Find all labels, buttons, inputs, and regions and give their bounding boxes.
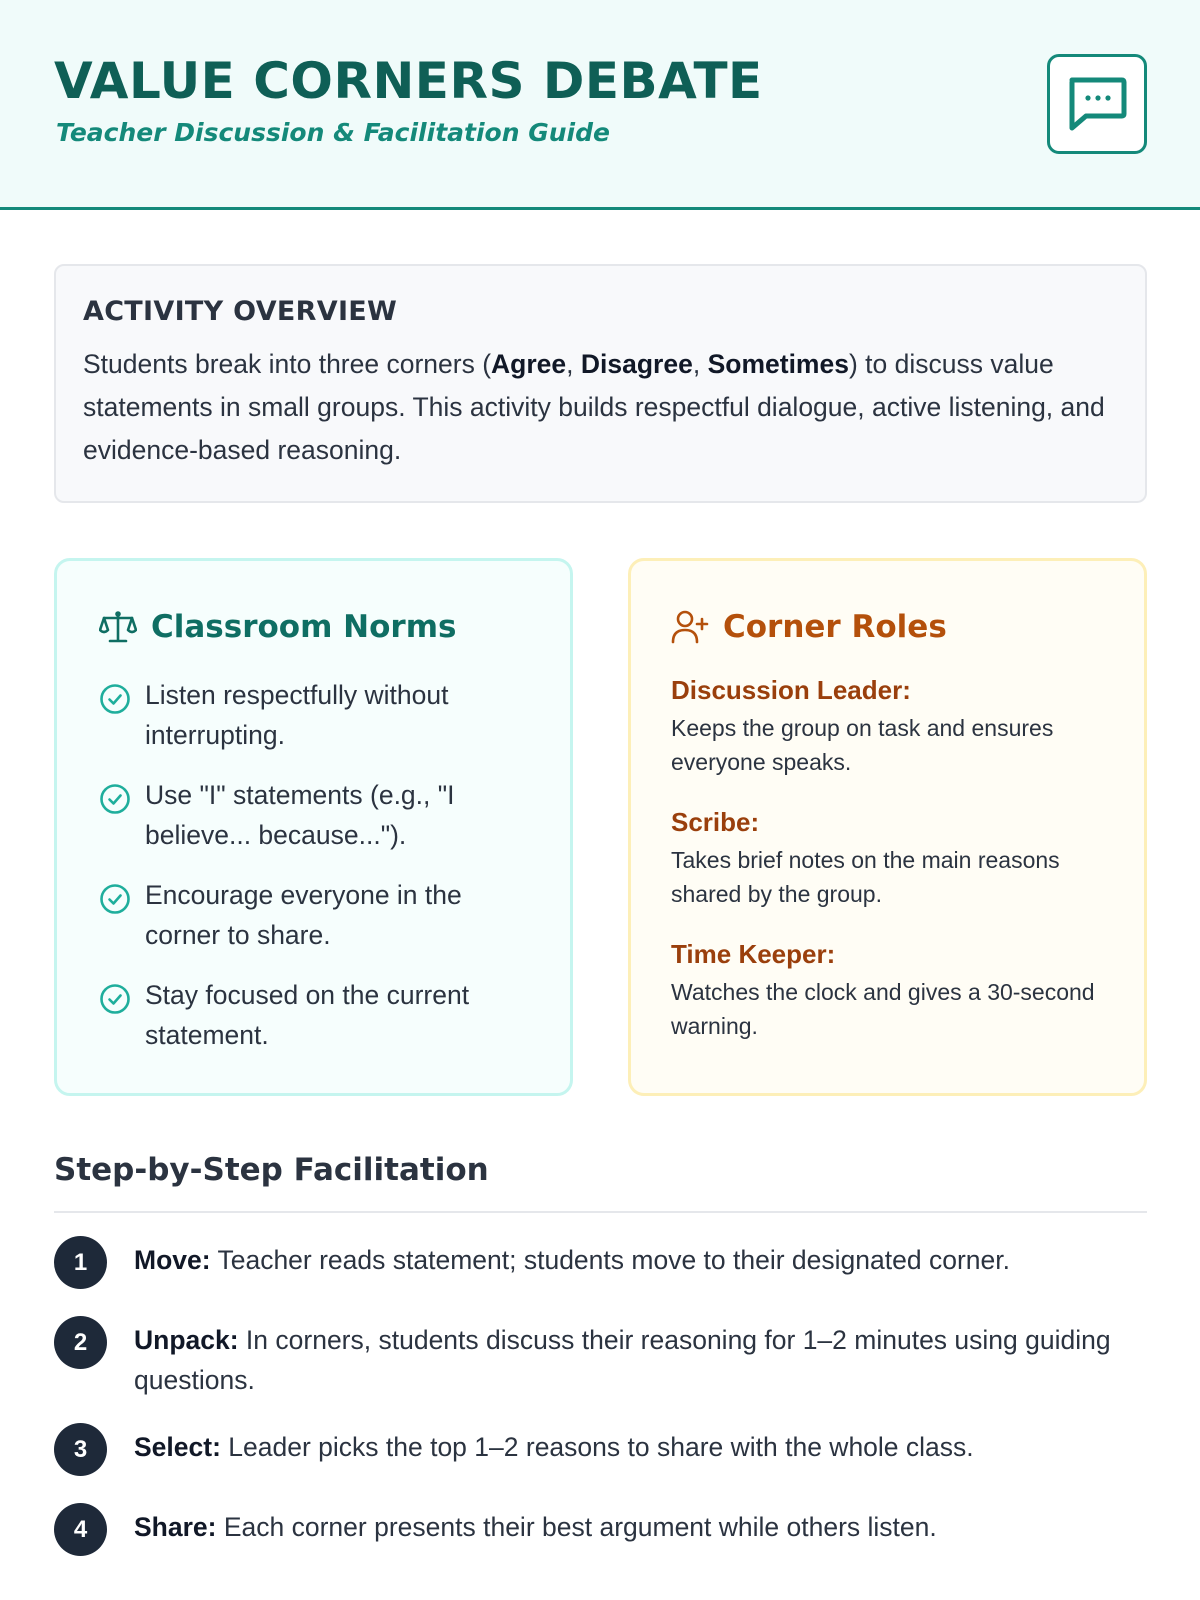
role-label: Time Keeper: <box>671 939 836 969</box>
step-label: Move: <box>134 1245 211 1275</box>
norm-text: Use "I" statements (e.g., "I believe... because..."). <box>145 780 455 850</box>
section-divider <box>54 1211 1147 1213</box>
norm-text: Listen respectfully without interrupting. <box>145 680 449 750</box>
norms-title: Classroom Norms <box>151 609 457 645</box>
norm-item <box>99 675 530 755</box>
step-item <box>54 1423 1147 1476</box>
norm-item <box>99 775 530 855</box>
norm-text: Stay focused on the current statement. <box>145 980 470 1050</box>
norm-text: Encourage everyone in the corner to share. <box>145 880 462 950</box>
steps-title: Step-by-Step Facilitation <box>54 1152 489 1188</box>
step-number-badge: 4 <box>54 1503 107 1556</box>
norm-item <box>99 875 530 955</box>
check-circle-icon <box>99 783 131 815</box>
step-text: Move: Teacher reads statement; students move to their designated corner. <box>134 1245 1010 1275</box>
chat-bubble-icon <box>1047 54 1147 154</box>
role-item <box>671 939 1104 1043</box>
step-item <box>54 1236 1147 1289</box>
activity-overview <box>54 264 1147 503</box>
roles-title: Corner Roles <box>723 609 947 645</box>
user-plus-icon <box>671 609 709 645</box>
check-circle-icon <box>99 883 131 915</box>
scale-icon <box>99 610 137 644</box>
corner-disagree: Disagree <box>580 349 693 379</box>
step-item <box>54 1316 1147 1400</box>
step-number-badge: 1 <box>54 1236 107 1289</box>
norm-item <box>99 975 530 1055</box>
role-description: Takes brief notes on the main reasons shared by the group. <box>671 847 1060 907</box>
classroom-norms-card <box>54 558 573 1096</box>
step-item <box>54 1503 1147 1556</box>
role-item <box>671 807 1104 911</box>
role-item <box>671 675 1104 779</box>
check-circle-icon <box>99 683 131 715</box>
role-label: Scribe: <box>671 807 760 837</box>
page-subtitle: Teacher Discussion & Facilitation Guide <box>56 118 610 147</box>
role-label: Discussion Leader: <box>671 675 911 705</box>
step-label: Select: <box>134 1432 221 1462</box>
overview-title: ACTIVITY OVERVIEW <box>83 296 398 327</box>
role-description: Watches the clock and gives a 30-second warning. <box>671 979 1095 1039</box>
page-title: VALUE CORNERS DEBATE <box>54 52 763 110</box>
step-number-badge: 3 <box>54 1423 107 1476</box>
step-number-badge: 2 <box>54 1316 107 1369</box>
corner-sometimes: Sometimes <box>707 349 849 379</box>
check-circle-icon <box>99 983 131 1015</box>
step-text: Unpack: In corners, students discuss their reasoning for 1–2 minutes using guiding questions. <box>134 1325 1111 1395</box>
corner-roles-card <box>628 558 1147 1096</box>
header-banner <box>0 0 1200 210</box>
step-text: Share: Each corner presents their best argument while others listen. <box>134 1512 937 1542</box>
corner-agree: Agree <box>491 349 567 379</box>
overview-text: Students break into three corners (Agree, Disagree, Sometimes) to discuss value statements in small groups. This activity builds respectful dialogue, active listening, and evidence-based reasoning. <box>83 349 1105 465</box>
step-label: Share: <box>134 1512 217 1542</box>
role-description: Keeps the group on task and ensures everyone speaks. <box>671 715 1054 775</box>
step-text: Select: Leader picks the top 1–2 reasons to share with the whole class. <box>134 1432 974 1462</box>
step-label: Unpack: <box>134 1325 239 1355</box>
